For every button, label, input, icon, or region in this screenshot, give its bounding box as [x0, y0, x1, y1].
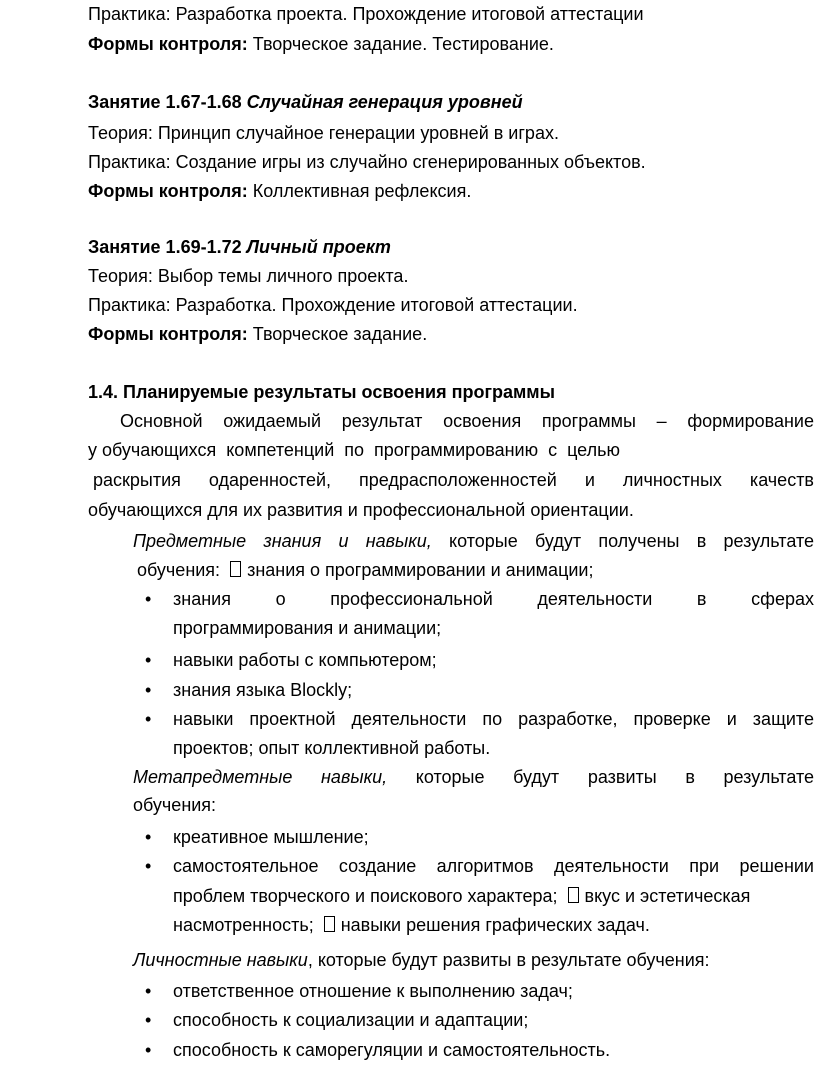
- text: проблем творческого и поискового характера;: [173, 886, 558, 906]
- list-item-cont: программирования и анимации;: [173, 618, 442, 638]
- control-value: Творческое задание. Тестирование.: [247, 34, 554, 54]
- text: насмотренность;: [173, 915, 314, 935]
- bullet-icon: •: [145, 827, 152, 847]
- subject-skills-label: Предметные знания и навыки,: [133, 531, 432, 551]
- lesson-number: Занятие 1.69-1.72: [88, 237, 247, 257]
- subject-skills-text: которые будут получены в результате: [431, 531, 814, 551]
- personal-skills-label: Личностные навыки: [133, 950, 308, 970]
- list-item-cont: [173, 912, 650, 938]
- list-item: способность к социализации и адаптации;: [173, 1010, 529, 1030]
- missing-glyph-box-icon: [324, 916, 335, 932]
- intro-line: Основной ожидаемый результат освоения программы – формирование: [120, 411, 814, 431]
- bullet-icon: •: [145, 1040, 152, 1060]
- list-item: навыки проектной деятельности по разработке, проверке и защите: [173, 709, 814, 729]
- lesson-title: [88, 234, 391, 260]
- control-line: [88, 178, 471, 204]
- control-line: [88, 321, 427, 347]
- missing-glyph-box-icon: [568, 887, 579, 903]
- text: навыки решения графических задач.: [340, 915, 650, 935]
- text: знания о программировании и анимации;: [247, 560, 594, 580]
- theory-line: Теория: Принцип случайное генерации уровней в играх.: [88, 123, 559, 143]
- control-value: Коллективная рефлексия.: [247, 181, 472, 201]
- personal-skills-text: , которые будут развиты в результате обучения:: [307, 950, 710, 970]
- meta-skills-line: [133, 764, 814, 790]
- bullet-icon: •: [145, 650, 152, 670]
- intro-line: раскрытия одаренностей, предрасположенностей и личностных качеств: [93, 470, 814, 490]
- subject-skills-line2: [137, 557, 594, 583]
- bullet-icon: •: [145, 981, 152, 1001]
- list-item: самостоятельное создание алгоритмов деятельности при решении: [173, 856, 814, 876]
- list-item-cont: проектов; опыт коллективной работы.: [173, 738, 491, 758]
- practice-line: Практика: Разработка проекта. Прохождение итоговой аттестации: [88, 4, 644, 24]
- control-value: Творческое задание.: [247, 324, 428, 344]
- lesson-title: [88, 89, 523, 115]
- list-item: знания о профессиональной деятельности в сферах: [173, 589, 814, 609]
- lesson-number: Занятие 1.67-1.68: [88, 92, 247, 112]
- text: вкус и эстетическая: [584, 886, 751, 906]
- list-item: ответственное отношение к выполнению задач;: [173, 981, 573, 1001]
- subject-skills-line: [133, 528, 814, 554]
- bullet-icon: •: [145, 1010, 152, 1030]
- practice-line: Практика: Разработка. Прохождение итоговой аттестации.: [88, 295, 578, 315]
- control-line: [88, 31, 554, 57]
- bullet-icon: •: [145, 589, 152, 609]
- intro-line: у обучающихся компетенций по программированию с целью: [88, 440, 620, 460]
- control-label: Формы контроля:: [88, 324, 248, 344]
- list-item: знания языка Blockly;: [173, 680, 353, 700]
- section-heading: 1.4. Планируемые результаты освоения программы: [88, 382, 555, 402]
- text: обучения:: [137, 560, 221, 580]
- practice-line: Практика: Создание игры из случайно сгенерированных объектов.: [88, 152, 646, 172]
- list-item-cont: [173, 883, 750, 909]
- intro-line: обучающихся для их развития и профессиональной ориентации.: [88, 500, 634, 520]
- theory-line: Теория: Выбор темы личного проекта.: [88, 266, 409, 286]
- lesson-name: Личный проект: [246, 237, 391, 257]
- missing-glyph-box-icon: [230, 561, 241, 577]
- meta-skills-label: Метапредметные навыки,: [133, 767, 388, 787]
- bullet-icon: •: [145, 680, 152, 700]
- list-item: способность к саморегуляции и самостоятельность.: [173, 1040, 611, 1060]
- lesson-name: Случайная генерация уровней: [246, 92, 523, 112]
- meta-skills-text: которые будут развиты в результате: [387, 767, 814, 787]
- list-item: креативное мышление;: [173, 827, 369, 847]
- control-label: Формы контроля:: [88, 34, 248, 54]
- meta-skills-line2: обучения:: [133, 795, 217, 815]
- personal-skills-line: [133, 947, 710, 973]
- bullet-icon: •: [145, 856, 152, 876]
- control-label: Формы контроля:: [88, 181, 248, 201]
- list-item: навыки работы с компьютером;: [173, 650, 437, 670]
- bullet-icon: •: [145, 709, 152, 729]
